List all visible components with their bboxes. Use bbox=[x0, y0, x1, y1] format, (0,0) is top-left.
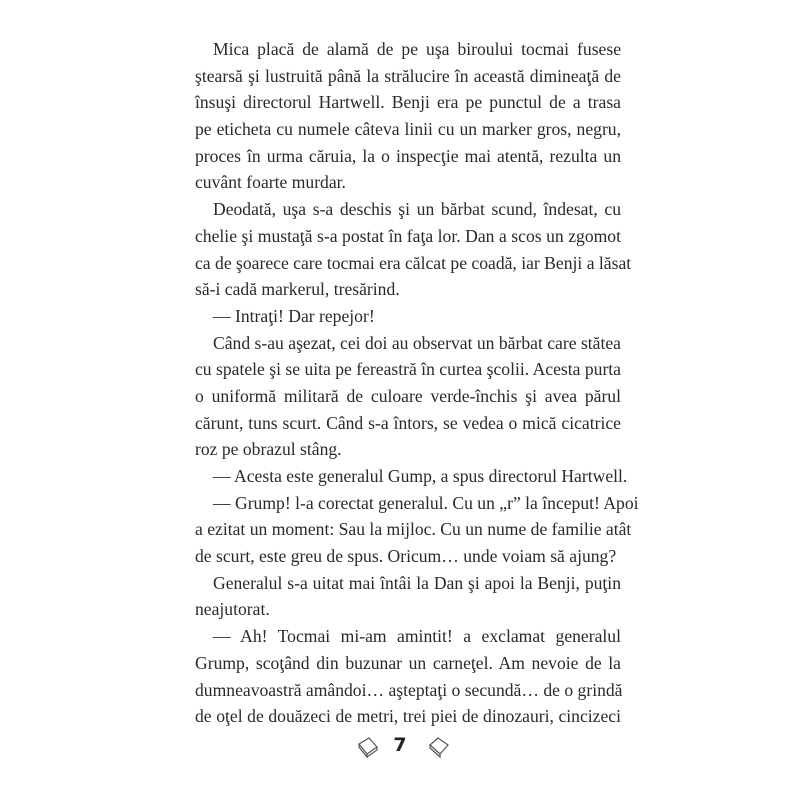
book-icon bbox=[427, 735, 451, 759]
text-line: cu spatele şi se uita pe fereastră în curtea şcolii. Acesta purta bbox=[195, 359, 621, 380]
body-text bbox=[195, 36, 639, 730]
text-line: Generalul s-a uitat mai întâi la Dan şi apoi la Benji, puţin bbox=[213, 572, 621, 593]
page-number: 7 bbox=[393, 734, 407, 756]
text-line: pe eticheta cu numele câteva linii cu un marker gros, negru, bbox=[195, 119, 621, 140]
text-line: proces în urma căruia, la o inspecţie mai atentă, rezulta un bbox=[195, 145, 621, 166]
text-line: roz pe obrazul stâng. bbox=[195, 439, 342, 460]
text-line: să-i cadă markerul, tresărind. bbox=[195, 279, 400, 300]
text-line: — Acesta este generalul Gump, a spus directorul Hartwell. bbox=[213, 466, 628, 486]
text-line: de oţel de douăzeci de metri, trei piei de dinozauri, cincizeci bbox=[195, 706, 621, 727]
text-line: ştearsă şi lustruită până la strălucire în această dimineaţă de bbox=[195, 65, 621, 86]
text-line: dumneavoastră amândoi… aşteptaţi o secundă… de o grindă bbox=[195, 679, 623, 700]
text-line: Deodată, uşa s-a deschis şi un bărbat scund, îndesat, cu bbox=[213, 199, 621, 220]
text-line: însuşi directorul Hartwell. Benji era pe punctul de a trasa bbox=[195, 92, 621, 113]
text-line: ca de şoarece care tocmai era călcat pe coadă, iar Benji a lăsat bbox=[195, 252, 632, 273]
text-line: — Grump! l-a corectat generalul. Cu un „r” la început! Apoi bbox=[213, 492, 639, 513]
text-line: o uniformă militară de culoare verde-închis şi avea părul bbox=[195, 385, 621, 406]
text-line: Grump, scoţând din buzunar un carneţel. Am nevoie de la bbox=[195, 652, 621, 673]
text-line: de scurt, este greu de spus. Oricum… unde voiam să ajung? bbox=[195, 546, 617, 567]
text-line: a ezitat un moment: Sau la mijloc. Cu un nume de familie atât bbox=[195, 519, 632, 540]
book-icon bbox=[356, 735, 380, 759]
text-line: Când s-au aşezat, cei doi au observat un bărbat care stătea bbox=[213, 332, 621, 353]
text-line: — Ah! Tocmai mi-am amintit! a exclamat generalul bbox=[213, 626, 621, 647]
text-line: — Intraţi! Dar repejor! bbox=[213, 305, 375, 326]
text-line: neajutorat. bbox=[195, 599, 270, 620]
text-line: chelie şi mustaţă s-a postat în faţa lor. Dan a scos un zgomot bbox=[195, 225, 621, 246]
text-line: cuvânt foarte murdar. bbox=[195, 172, 346, 193]
text-line: cărunt, tuns scurt. Când s-a întors, se vedea o mică cicatrice bbox=[195, 412, 621, 433]
page-footer bbox=[0, 732, 800, 762]
text-line: Mica placă de alamă de pe uşa biroului tocmai fusese bbox=[213, 39, 621, 59]
